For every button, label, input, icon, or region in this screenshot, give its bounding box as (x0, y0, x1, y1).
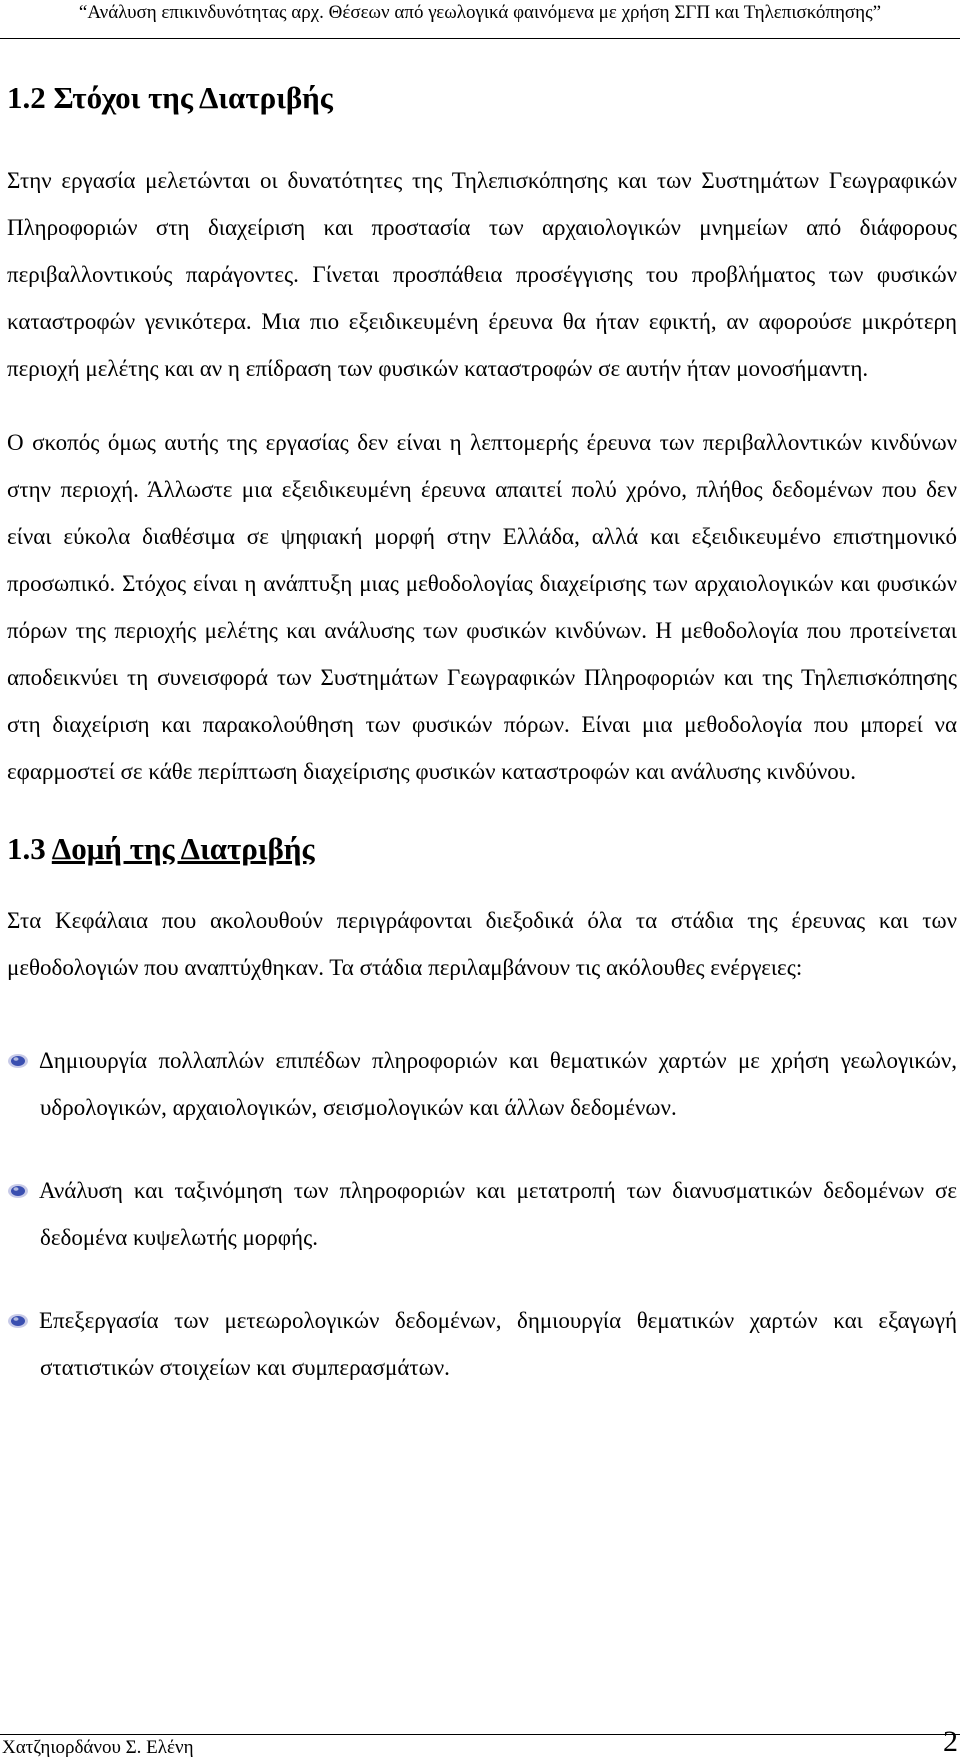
section-number: 1.2 (7, 80, 46, 115)
section-number: 1.3 (7, 831, 46, 866)
section-title: Δομή της Διατριβής (51, 831, 315, 866)
list-item (7, 1167, 957, 1261)
list-item (7, 1037, 957, 1131)
paragraph: Ο σκοπός όμως αυτής της εργασίας δεν είναι η λεπτομερής έρευνα των περιβαλλοντικών κινδύνων στην περιοχή. Άλλωστε μια εξειδικευμένη έρευνα απαιτεί πολύ χρόνο, πλήθος δεδομένων που δεν είναι εύκολα διαθέσιμα σε ψηφιακή μορφή στην Ελλάδα, αλλά και εξειδικευμένο επιστημονικό προσωπικό. Στόχος είναι η ανάπτυξη μιας μεθοδολογίας διαχείρισης των αρχαιολογικών και φυσικών πόρων της περιοχής μελέτης και ανάλυσης των φυσικών κινδύνων. Η μεθοδολογία που προτείνεται αποδεικνύει τη συνεισφορά των Συστημάτων Γεωγραφικών Πληροφοριών και της Τηλεπισκόπησης στη διαχείριση και παρακολούθηση των φυσικών πόρων. Είναι μια μεθοδολογία που μπορεί να εφαρμοστεί σε κάθε περίπτωση διαχείρισης φυσικών καταστροφών και ανάλυσης κινδύνου. (7, 430, 957, 784)
section-heading-1-3 (7, 829, 957, 869)
bullet-icon (7, 1299, 29, 1317)
bullet-icon (7, 1169, 29, 1187)
list-item (7, 1297, 957, 1391)
list-item-text: Ανάλυση και ταξινόμηση των πληροφοριών και μετατροπή των διανυσματικών δεδομένων σε δεδομένα κυψελωτής μορφής. (39, 1178, 957, 1250)
paragraph: Στα Κεφάλαια που ακολουθούν περιγράφονται διεξοδικά όλα τα στάδια της έρευνας και των μεθοδολογιών που αναπτύχθηκαν. Τα στάδια περιλαμβάνουν τις ακόλουθες ενέργειες: (7, 908, 957, 980)
page-content (7, 70, 957, 1427)
list-item-text: Επεξεργασία των μετεωρολογικών δεδομένων, δημιουργία θεματικών χαρτών και εξαγωγή στατιστικών στοιχείων και συμπερασμάτων. (39, 1308, 957, 1380)
paragraph: Στην εργασία μελετώνται οι δυνατότητες της Τηλεπισκόπησης και των Συστημάτων Γεωγραφικών Πληροφοριών στη διαχείριση και προστασία των αρχαιολογικών μνημείων από διάφορους περιβαλλοντικούς παράγοντες. Γίνεται προσπάθεια προσέγγισης του προβλήματος των φυσικών καταστροφών γενικότερα. Μια πιο εξειδικευμένη έρευνα θα ήταν εφικτή, αν αφορούσε μικρότερη περιοχή μελέτης και αν η επίδραση των φυσικών καταστροφών σε αυτήν ήταν μονοσήμαντη. (7, 168, 957, 381)
footer-author: Χατζηιορδάνου Σ. Ελένη (2, 1737, 194, 1758)
bullet-icon (7, 1039, 29, 1057)
section-title: Στόχοι της Διατριβής (53, 80, 333, 115)
bullet-list (7, 1037, 957, 1391)
running-header: “Ανάλυση επικινδυνότητας αρχ. Θέσεων από γεωλογικά φαινόμενα με χρήση ΣΓΠ και Τηλεπισκόπησης” (0, 0, 960, 39)
list-item-text: Δημιουργία πολλαπλών επιπέδων πληροφοριών και θεματικών χαρτών με χρήση γεωλογικών, υδρολογικών, αρχαιολογικών, σεισμολογικών και άλλων δεδομένων. (39, 1048, 957, 1120)
page-number: 2 (943, 1725, 958, 1758)
page-footer (0, 1725, 960, 1758)
section-heading-1-2 (7, 78, 957, 118)
